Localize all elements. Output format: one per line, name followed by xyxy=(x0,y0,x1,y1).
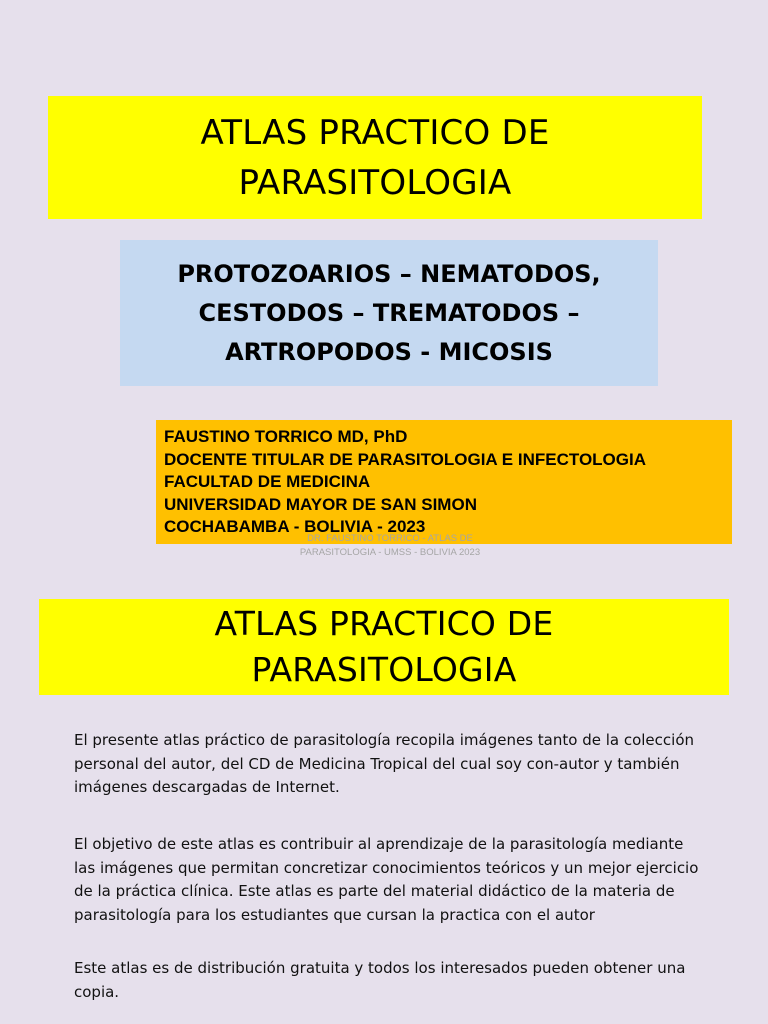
author-location: COCHABAMBA - BOLIVIA - 2023 xyxy=(164,517,426,536)
cover-title-line: ATLAS PRACTICO DE xyxy=(200,112,550,153)
cover-title-line: PARASITOLOGIA xyxy=(238,162,512,203)
watermark xyxy=(270,532,510,560)
subtitle-line: CESTODOS – TREMATODOS – xyxy=(198,298,580,327)
cover-title xyxy=(48,96,702,219)
author-position: DOCENTE TITULAR DE PARASITOLOGIA E INFECTOLOGIA xyxy=(164,449,646,469)
paragraph-line: imágenes descargadas de Internet. xyxy=(74,778,340,796)
paragraph-line: de la práctica clínica. Este atlas es parte del material didáctico de la materia de xyxy=(74,882,675,900)
author-faculty: FACULTAD DE MEDICINA xyxy=(164,472,371,491)
watermark-line: PARASITOLOGIA - UMSS - BOLIVIA 2023 xyxy=(299,547,481,558)
intro-title xyxy=(39,599,729,695)
watermark-line: DR. FAUSTINO TORRICO - ATLAS DE xyxy=(307,533,473,544)
intro-title-line: PARASITOLOGIA xyxy=(251,650,517,689)
paragraph-line: Este atlas es de distribución gratuita y todos los interesados pueden obtener una xyxy=(74,959,686,977)
cover-subtitle xyxy=(120,240,658,386)
author-info xyxy=(156,420,732,544)
intro-paragraph-1 xyxy=(74,729,744,800)
author-university: UNIVERSIDAD MAYOR DE SAN SIMON xyxy=(164,494,477,514)
intro-paragraph-3 xyxy=(74,957,744,1004)
paragraph-line: parasitología para los estudiantes que cursan la practica con el autor xyxy=(74,905,595,924)
paragraph-line: las imágenes que permitan concretizar conocimientos teóricos y un mejor ejercicio xyxy=(74,858,699,877)
paragraph-line: El presente atlas práctico de parasitología recopila imágenes tanto de la colección xyxy=(74,731,695,749)
intro-title-line: ATLAS PRACTICO DE xyxy=(214,604,554,643)
paragraph-line: copia. xyxy=(74,982,120,1001)
paragraph-line: El objetivo de este atlas es contribuir al aprendizaje de la parasitología mediante xyxy=(74,835,684,853)
author-name: FAUSTINO TORRICO MD, PhD xyxy=(164,427,408,446)
subtitle-line: ARTROPODOS - MICOSIS xyxy=(225,337,553,366)
intro-paragraph-2 xyxy=(74,833,744,927)
paragraph-line: personal del autor, del CD de Medicina Tropical del cual soy con-autor y también xyxy=(74,754,680,773)
subtitle-line: PROTOZOARIOS – NEMATODOS, xyxy=(177,259,601,288)
